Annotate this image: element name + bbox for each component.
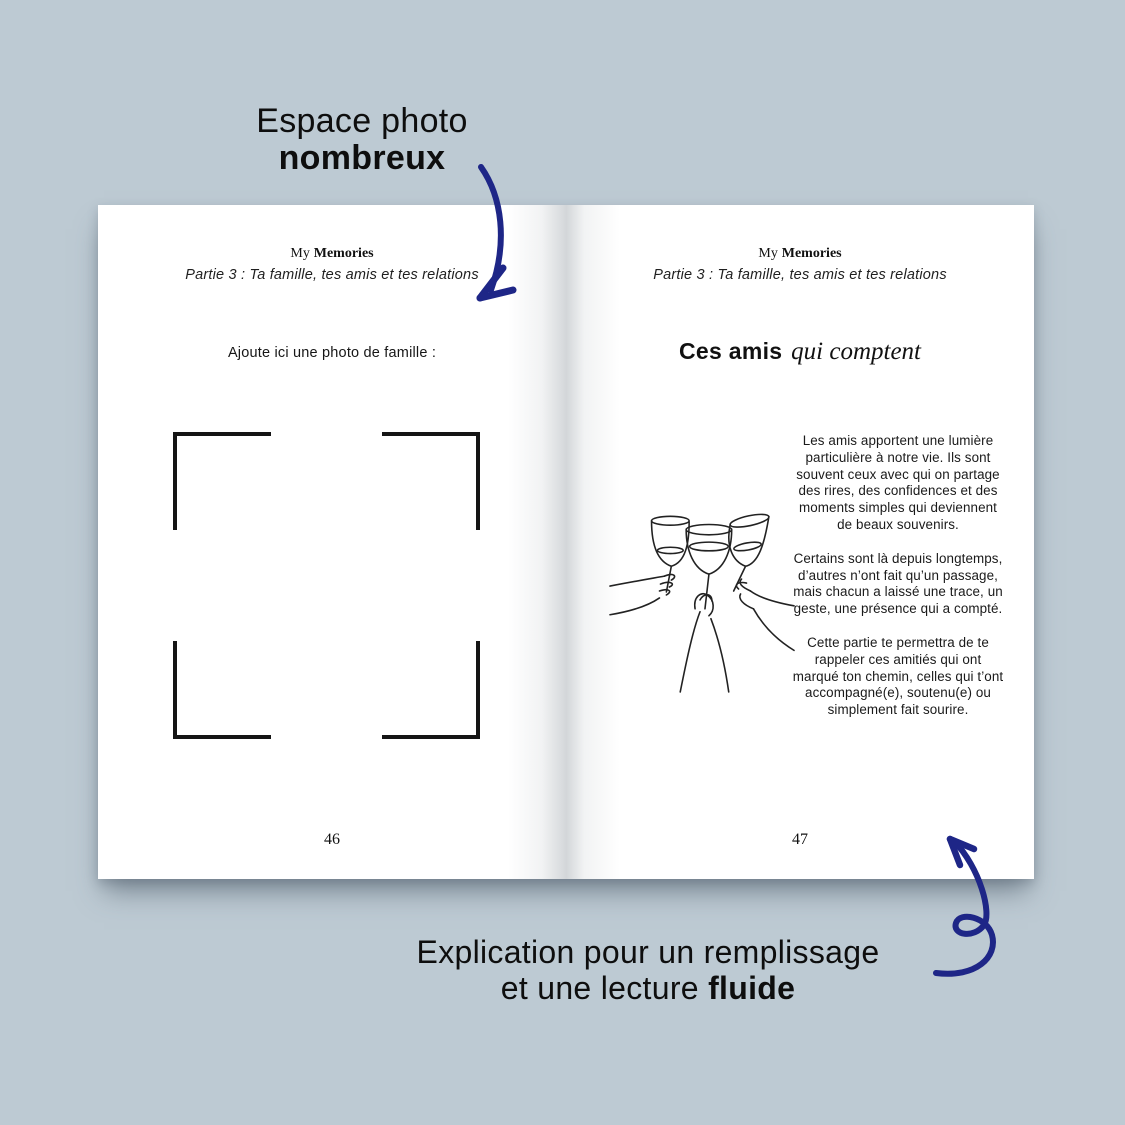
page-number-right: 47 (792, 831, 808, 848)
brand-name: Memories (781, 246, 842, 261)
corner-mark-top-right (382, 432, 480, 530)
corner-mark-bottom-right (382, 641, 480, 739)
corner-mark-bottom-left (173, 641, 271, 739)
annotation-explanation (318, 934, 978, 1006)
intro-paragraph-2: Certains sont là depuis longtemps, d’autres n’ont fait qu’un passage, mais chacun a laissé une trace, un geste, une présence qui a compté. (793, 550, 1003, 617)
corner-mark-top-left (173, 432, 271, 530)
part-label: Partie 3 : Ta famille, tes amis et tes relations (185, 267, 479, 283)
brand-prefix: My (290, 246, 310, 261)
chapter-title (566, 338, 1034, 366)
spiral-arrow-up-icon (918, 823, 1008, 981)
annotation-explanation-line2-prefix: et une lecture (500, 970, 699, 1006)
photo-instruction: Ajoute ici une photo de famille : (227, 345, 437, 361)
right-page (566, 205, 1034, 879)
intro-paragraph-3: Cette partie te permettra de te rappeler ces amitiés qui ont marqué ton chemin, celles qui t’ont accompagné(e), soutenu(e) ou simplement fait sourire. (792, 634, 1004, 718)
annotation-explanation-line1: Explication pour un remplissage (416, 934, 880, 970)
brand-header (566, 246, 1034, 262)
brand-prefix: My (758, 246, 778, 261)
annotation-explanation-line2 (318, 970, 978, 1006)
chapter-title-italic: qui comptent (791, 338, 921, 365)
intro-paragraph-1: Les amis apportent une lumière particulière à notre vie. Ils sont souvent ceux avec qui on partage des rires, des confidences et des moments simples qui deviennent de beaux souvenirs. (796, 433, 1000, 532)
chapter-title-bold: Ces amis (678, 338, 783, 364)
annotation-photo-space-line1: Espace photo (256, 102, 468, 140)
page-number-left: 46 (324, 831, 340, 848)
part-label: Partie 3 : Ta famille, tes amis et tes relations (653, 267, 947, 283)
intro-text (792, 433, 1004, 719)
annotation-photo-space-line2: nombreux (278, 139, 446, 177)
toasting-glasses-illustration (608, 488, 796, 693)
annotation-photo-space (112, 103, 612, 177)
brand-name: Memories (313, 246, 374, 261)
photo-placeholder-frame (173, 432, 480, 739)
annotation-explanation-line2-bold: fluide (708, 970, 796, 1006)
curved-arrow-down-icon (455, 162, 530, 312)
open-book-spread (98, 205, 1034, 879)
